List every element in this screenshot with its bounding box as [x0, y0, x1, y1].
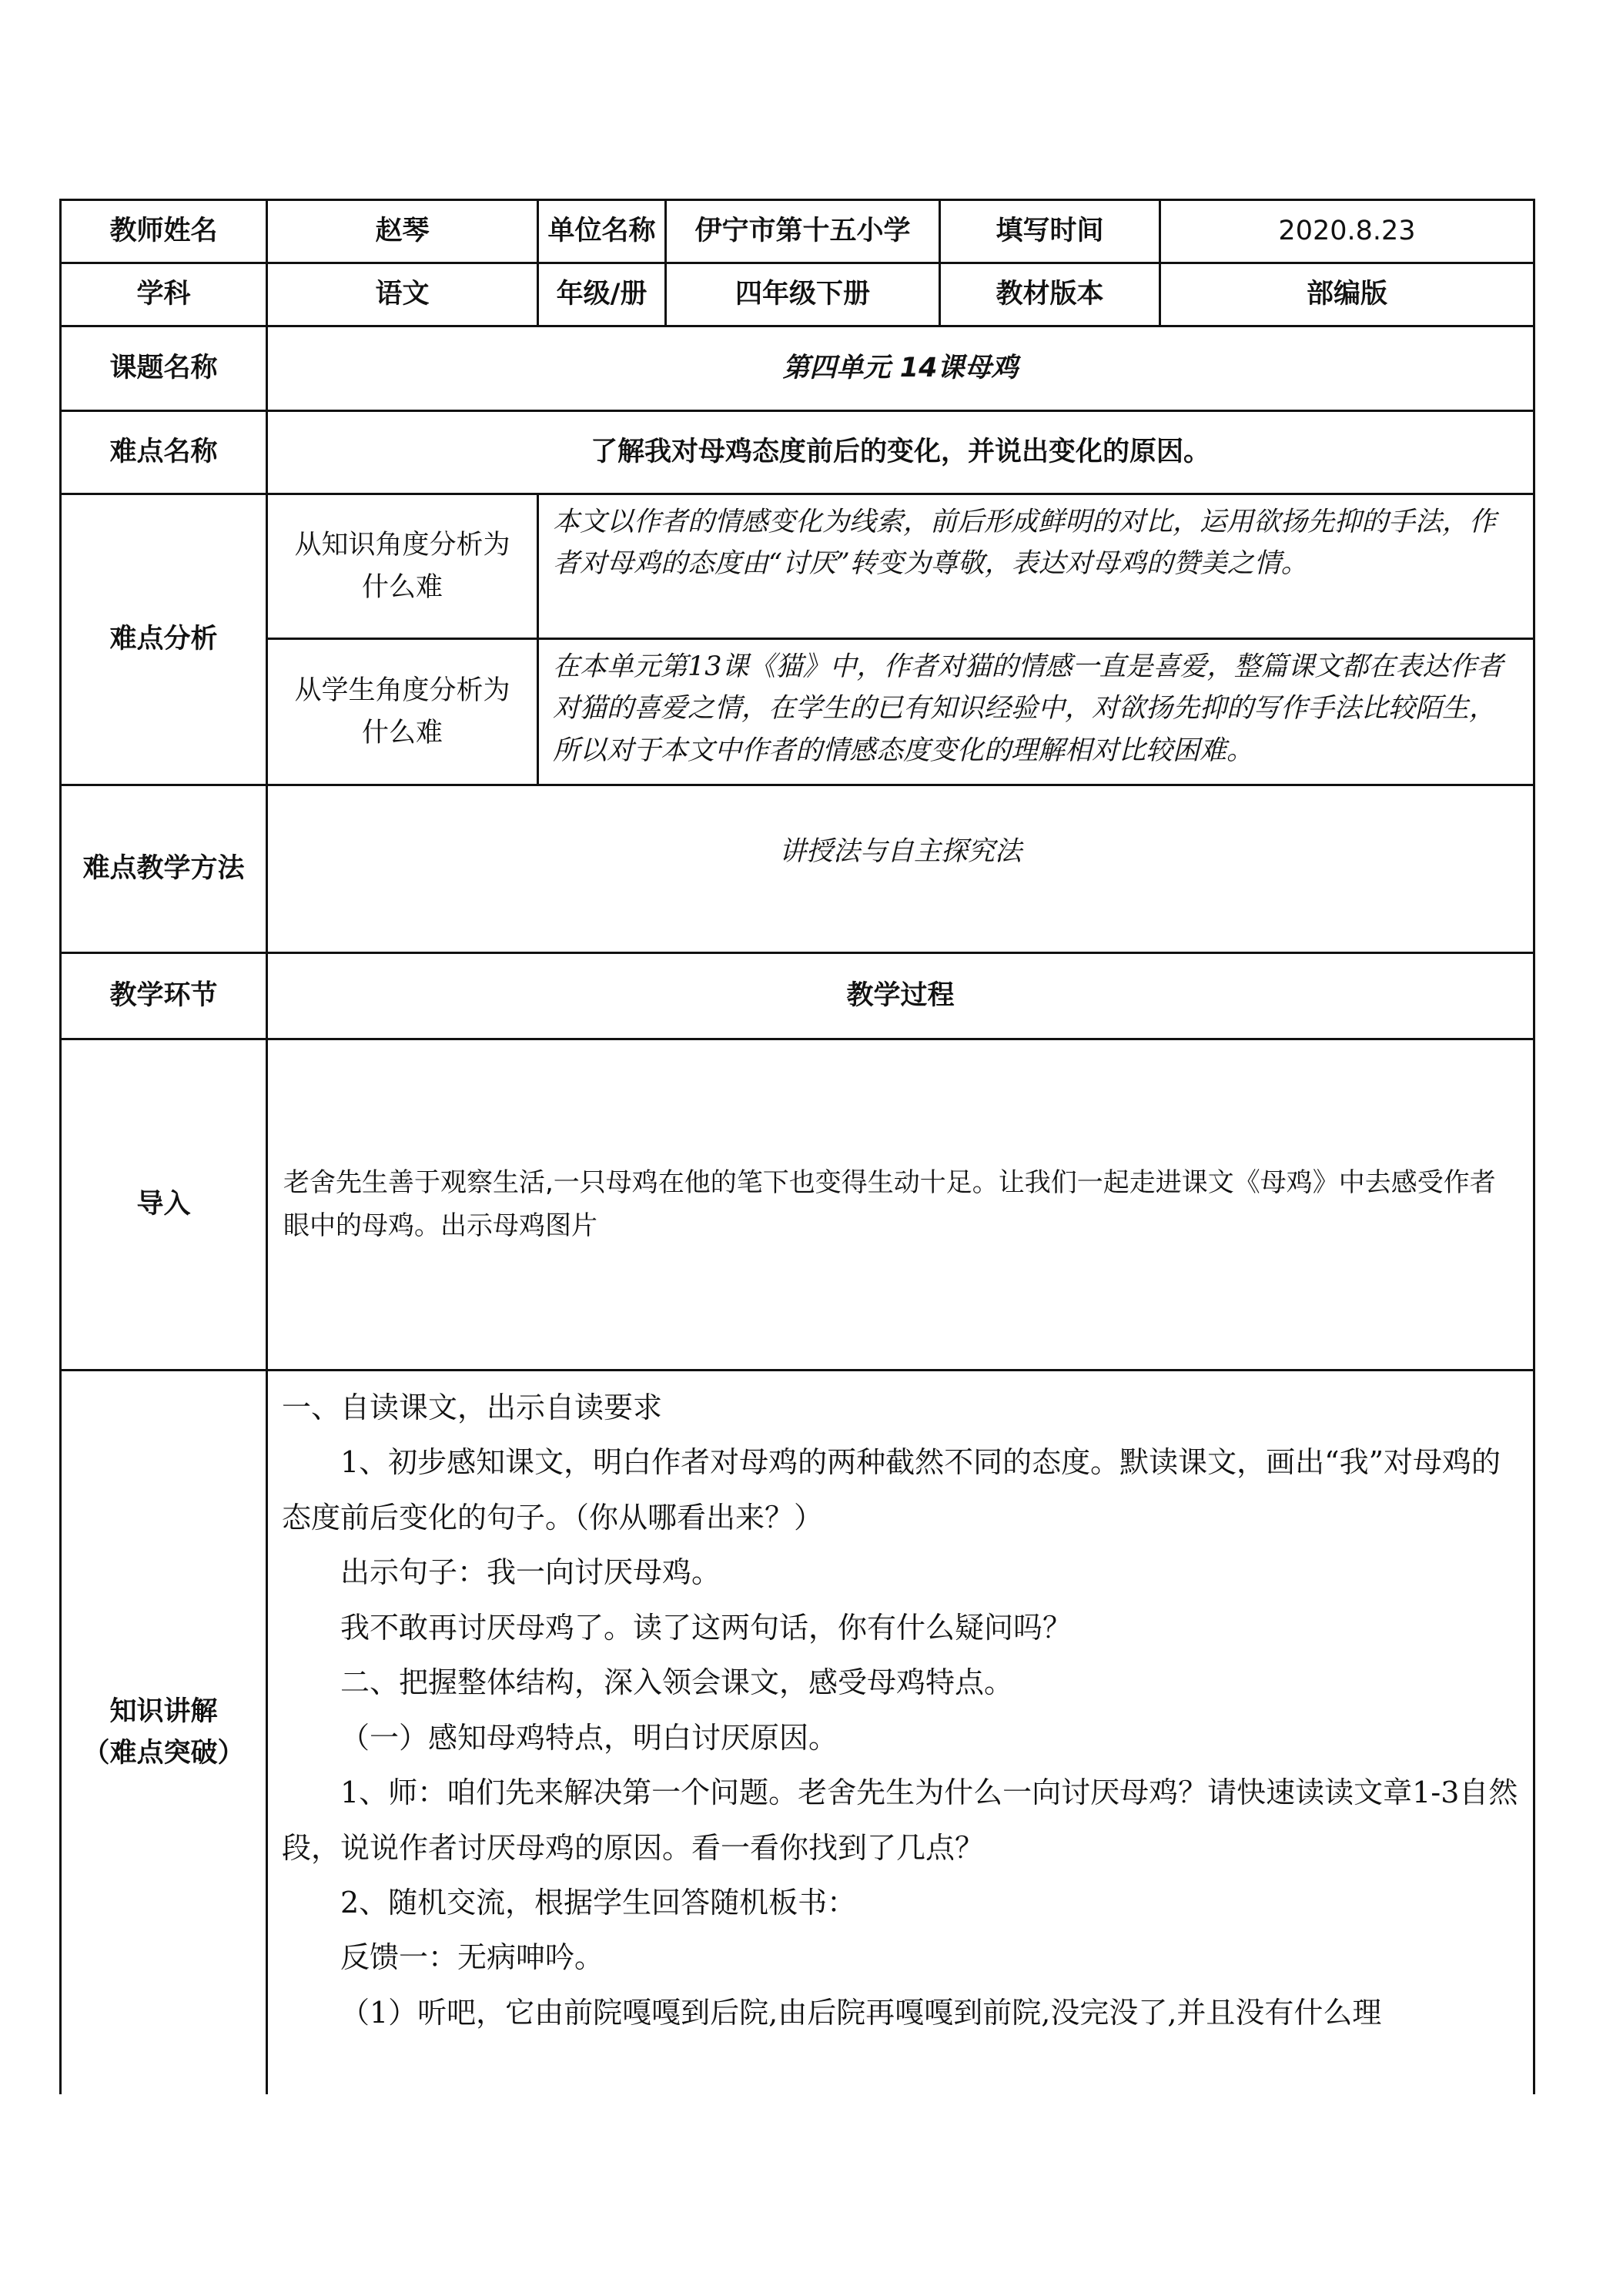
method-value: 讲授法与自主探究法: [267, 785, 1534, 953]
subject-value: 语文: [267, 263, 538, 326]
date-value: 2020.8.23: [1160, 200, 1534, 263]
knowledge-angle-text: 本文以作者的情感变化为线索，前后形成鲜明的对比，运用欲扬先抑的手法，作者对母鸡的态度由“讨厌”转变为尊敬，表达对母鸡的赞美之情。: [538, 494, 1534, 639]
unit-label: 单位名称: [538, 200, 666, 263]
knowledge-line: 1、初步感知课文，明白作者对母鸡的两种截然不同的态度。默读课文，画出“我”对母鸡的态度前后变化的句子。（你从哪看出来？）: [282, 1445, 1501, 1535]
grade-value: 四年级下册: [666, 263, 940, 326]
knowledge-label-line1: 知识讲解: [109, 1696, 218, 1727]
student-angle-text: 在本单元第13课《猫》中，作者对猫的情感一直是喜爱，整篇课文都在表达作者对猫的喜爱之情，在学生的已有知识经验中，对欲扬先抑的写作手法比较陌生，所以对于本文中作者的情感态度变化的理解相对比较困难。: [538, 639, 1534, 785]
date-label: 填写时间: [940, 200, 1160, 263]
teacher-label: 教师姓名: [61, 200, 267, 263]
row-intro: [61, 1039, 1534, 1371]
row-method: [61, 785, 1534, 953]
row-analysis-student: [61, 639, 1534, 785]
row-process-header: [61, 953, 1534, 1039]
knowledge-line: 出示句子：我一向讨厌母鸡。: [340, 1555, 721, 1590]
topic-value: 第四单元 14课母鸡: [267, 326, 1534, 411]
stage-label: 教学环节: [61, 953, 267, 1039]
knowledge-body: [268, 1371, 1533, 2040]
knowledge-cell: [267, 1371, 1534, 2094]
unit-name: 伊宁市第十五小学: [666, 200, 940, 263]
row-subject: [61, 263, 1534, 326]
method-label: 难点教学方法: [61, 785, 267, 953]
row-analysis-knowledge: [61, 494, 1534, 639]
knowledge-label-line2: （难点突破）: [82, 1738, 245, 1769]
knowledge-line: （1）听吧，它由前院嘎嘎到后院,由后院再嘎嘎到前院,没完没了,并且没有什么理: [340, 1995, 1382, 2030]
knowledge-line: 我不敢再讨厌母鸡了。读了这两句话，你有什么疑问吗？: [340, 1610, 1073, 1645]
knowledge-line: 2、随机交流，根据学生回答随机板书：: [340, 1885, 857, 1919]
row-teacher: [61, 200, 1534, 263]
process-label: 教学过程: [267, 953, 1534, 1039]
analysis-label: 难点分析: [61, 494, 267, 785]
subject-label: 学科: [61, 263, 267, 326]
intro-label: 导入: [61, 1039, 267, 1371]
knowledge-line: 1、师：咱们先来解决第一个问题。老舍先生为什么一向讨厌母鸡？请快速读读文章1-3自然段，说说作者讨厌母鸡的原因。看一看你找到了几点？: [282, 1776, 1518, 1865]
intro-cell: [267, 1039, 1534, 1371]
student-angle-label: 从学生角度分析为什么难: [267, 639, 538, 785]
row-topic: [61, 326, 1534, 411]
teacher-name: 赵琴: [267, 200, 538, 263]
row-difficulty: [61, 411, 1534, 494]
intro-text: 老舍先生善于观察生活,一只母鸡在他的笔下也变得生动十足。让我们一起走进课文《母鸡》中去感受作者眼中的母鸡。出示母鸡图片: [283, 1167, 1496, 1241]
knowledge-line: 反馈一：无病呻吟。: [340, 1940, 604, 1975]
difficulty-value: 了解我对母鸡态度前后的变化，并说出变化的原因。: [267, 411, 1534, 494]
knowledge-angle-label: 从知识角度分析为什么难: [267, 494, 538, 639]
grade-label: 年级/册: [538, 263, 666, 326]
row-knowledge: [61, 1371, 1534, 2094]
lesson-plan-table: [59, 199, 1535, 2094]
knowledge-label: [61, 1371, 267, 2094]
knowledge-line: （一）感知母鸡特点，明白讨厌原因。: [340, 1720, 838, 1755]
difficulty-label: 难点名称: [61, 411, 267, 494]
edition-value: 部编版: [1160, 263, 1534, 326]
knowledge-line: 一、自读课文，出示自读要求: [282, 1391, 663, 1424]
knowledge-line: 二、把握整体结构，深入领会课文，感受母鸡特点。: [340, 1665, 1014, 1700]
topic-label: 课题名称: [61, 326, 267, 411]
edition-label: 教材版本: [940, 263, 1160, 326]
